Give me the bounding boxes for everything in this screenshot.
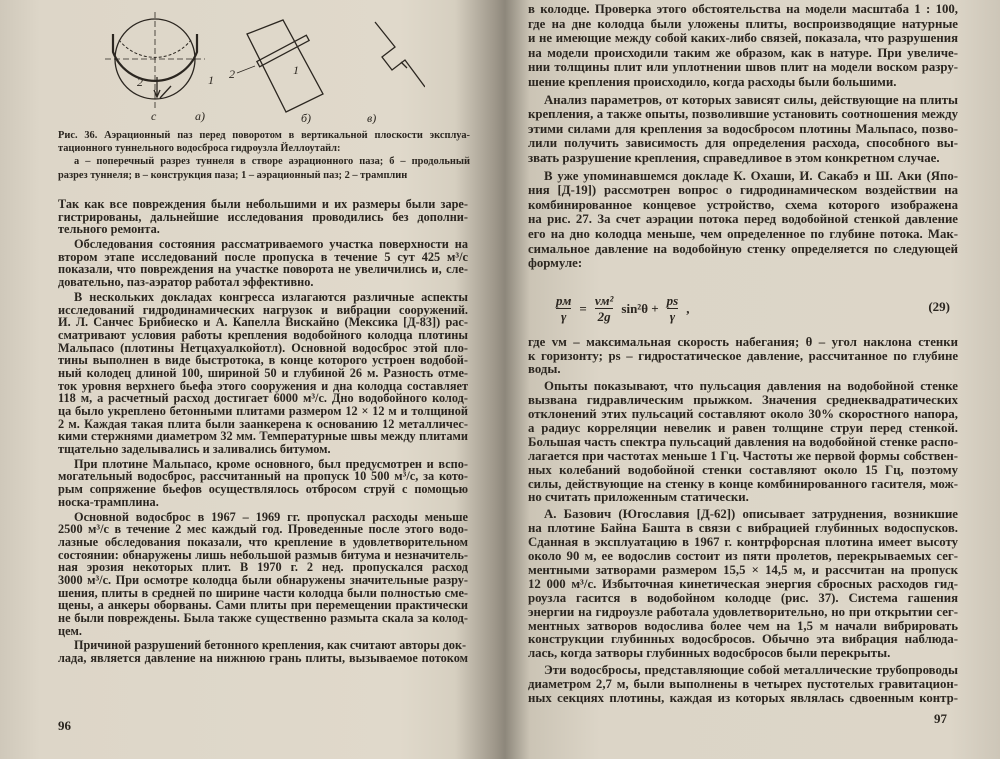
paragraph <box>528 336 958 378</box>
caption-text: а – поперечный разрез туннеля в створе аэрационного паза; б – продольный <box>74 156 470 168</box>
formula-lhs-num: pм <box>556 293 572 309</box>
text-line-content: тщательно заделывались и заливались битумом. <box>58 442 331 457</box>
text-line <box>528 136 958 151</box>
text-line <box>528 198 958 213</box>
text-line <box>528 450 958 464</box>
text-line <box>528 592 958 606</box>
formula-t1-den: 2g <box>597 309 611 325</box>
formula-t2-num: ps <box>666 293 679 309</box>
text-line-content: Большая часть спектра пульсаций давления на водобойной стенке распо- <box>528 434 958 449</box>
text-line <box>528 436 958 450</box>
text-line-content: гистрированы, дальнейшие исследования проводились без дополни- <box>58 209 468 224</box>
text-line-content: исследований гидродинамических нагрузок и вибрации сооружений. <box>58 302 468 317</box>
text-line <box>528 578 958 592</box>
text-line-content: лили получить зависимость для определения расхода, способного вы- <box>528 136 958 151</box>
caption-line <box>58 155 470 168</box>
text-line-content: 118 м, а расчетный расход достигает 6000 м³/с. Дно водобойного колод- <box>58 391 468 406</box>
text-line-content: щены, а анкеры оборваны. Сами плиты при перемещении практически <box>58 598 468 613</box>
text-line-content: к горизонту; ps – гидростатическое давление, рассчитанное по глубине <box>528 348 958 363</box>
paragraph <box>528 93 958 166</box>
formula-t2-den: γ <box>669 309 676 325</box>
paragraph <box>528 508 958 661</box>
text-line <box>58 639 468 652</box>
text-line-content: 3000 м³/с. При осмотре колодца были обнаружены значительные разру- <box>58 572 468 587</box>
right-text-before-formula <box>528 2 958 271</box>
text-line-content: лась, когда затворы глубинных водосбросов были перекрыты. <box>528 646 891 661</box>
text-line-content: Так как все повреждения были небольшими и их размеры были заре- <box>58 197 468 211</box>
caption-text: тационного туннельного водосброса гидроузла Йеллоутайл: <box>58 143 341 155</box>
text-line <box>528 212 958 227</box>
text-line-content: могательный водосброс, рассчитанный на пропуск 10 500 м³/с, за кото- <box>58 469 468 484</box>
text-line-content: где на дне колодца были уложены плиты, воспроизводящие натурные <box>528 16 958 31</box>
text-line-content: нии толщины плит или уплотнении швов плит на модели воском разру- <box>528 60 958 75</box>
text-line <box>528 408 958 422</box>
text-line-content: крепления, а также опыты, позволившие установить соотношения между <box>528 107 958 122</box>
text-line-content: тельного ремонта. <box>58 222 160 237</box>
text-line-content: шение крепления происходило, когда расходы были большими. <box>528 74 897 89</box>
text-line <box>528 242 958 257</box>
text-line <box>528 151 958 166</box>
caption-text: Рис. 36. Аэрационный паз перед поворотом в вертикальной плоскости эксплуа- <box>58 130 470 141</box>
text-line <box>528 550 958 564</box>
text-line <box>528 464 958 478</box>
text-line-content: Основной водосброс в 1967 – 1969 гг. пропускал расходы меньше <box>74 509 468 524</box>
text-line <box>528 183 958 198</box>
caption-line <box>58 142 470 155</box>
text-line-content: ментными затворами размером 15,5 × 14,5 м, и рассчитан на пропуск <box>528 562 958 577</box>
figure-label-2a: 2 <box>137 75 143 89</box>
formula-lhs-den: γ <box>560 309 567 325</box>
text-line-content: в колодце. Проверка этого обстоятельства на модели масштаба 1 : 100, <box>528 2 958 16</box>
paragraph <box>58 511 468 638</box>
text-line <box>528 564 958 578</box>
figure-label-1b: 1 <box>293 63 299 77</box>
text-line-content: Сданная в эксплуатацию в 1967 г. контрфорсная плотина имеет высоту <box>528 535 958 550</box>
text-line-content: формуле: <box>528 256 583 271</box>
text-line-content: носка-трамплина. <box>58 494 159 509</box>
paragraph <box>58 198 468 236</box>
text-line-content: энергии на гидроузле работала удовлетворительно, но при открытии сег- <box>528 604 958 619</box>
paragraph <box>528 380 958 505</box>
text-line <box>528 75 958 90</box>
figure-drawing <box>105 12 425 124</box>
text-line <box>528 122 958 137</box>
text-line-content: ная эрозия некоторых плит. В 1970 г. 2 нед. пропускался расход <box>58 560 468 575</box>
text-line <box>58 652 468 665</box>
text-line <box>528 606 958 620</box>
text-line-content: симальное давление на водобойную стенку определяется по следующей <box>528 241 958 256</box>
formula-term1 <box>595 293 614 324</box>
figure-label-1a: 1 <box>208 73 214 87</box>
text-line-content: лада, является давление на нижнюю грань плиты, вызываемое потоком <box>58 651 468 666</box>
text-line <box>528 350 958 364</box>
paragraph <box>528 664 958 706</box>
text-line <box>528 508 958 522</box>
text-line <box>528 664 958 678</box>
text-line-content: но считать приложенным статически. <box>528 490 749 505</box>
text-line-content: не были повреждены. Была также существенно размыта скала за колод- <box>58 611 468 625</box>
text-line <box>528 227 958 242</box>
caption-line <box>58 129 470 142</box>
text-line <box>58 496 468 509</box>
text-line-content: около 90 м, ее водослив состоит из пяти пролетов, перекрываемых сег- <box>528 549 958 564</box>
text-line-content: показали, что повреждения на участке поворота не увеличились и, сле- <box>58 262 468 277</box>
text-line-content: И. Л. Санчес Брибиеско и А. Капелла Вискайно (Мексика [Д-83]) рас- <box>58 315 468 330</box>
text-line-content: отклонений этих пульсаций составляют около 30% скоростного напора, <box>528 407 958 422</box>
text-line-content: а радиус корреляции невелик и равен толщине струи перед стенкой. <box>528 421 958 436</box>
text-line <box>528 93 958 108</box>
text-line <box>528 17 958 32</box>
text-line-content: довательно, паз-аэратор работал эффективно. <box>58 275 314 290</box>
text-line-content: на плотине Байна Башта в связи с вибрацией глубинных водоспусков. <box>528 521 958 536</box>
text-line-content: 2500 м³/с в течение 2 мес каждый год. Проведенные после этого водо- <box>58 522 468 537</box>
text-line-content: втором этапе исследований после пропуска в течение 5 сут 425 м³/с <box>58 249 468 264</box>
formula-number: (29) <box>928 298 950 314</box>
text-line-content: А. Базович (Югославия [Д-62]) описывает затруднения, возникшие <box>544 507 958 522</box>
text-line <box>528 107 958 122</box>
text-line-content: лагается при частотах меньше 1 Гц. Частоты же первой формы собствен- <box>528 448 958 463</box>
text-line-content: воды. <box>528 362 561 377</box>
figure-36-aeration-slot <box>105 12 425 124</box>
text-line-content: 2 м. Каждая такая плита были заанкерена к основанию 12 металличес- <box>58 416 468 431</box>
text-line <box>528 256 958 271</box>
text-line <box>528 60 958 75</box>
text-line <box>528 169 958 184</box>
text-line <box>528 336 958 350</box>
text-line <box>528 522 958 536</box>
text-line <box>528 692 958 706</box>
text-line <box>58 223 468 236</box>
text-line-content: кими стержнями диаметром 32 мм. Температурные швы между плитами <box>58 429 468 444</box>
text-line-content: этими силами для крепления за водосбросом плотины Мальпасо, позво- <box>528 121 958 136</box>
paragraph <box>58 639 468 664</box>
text-line-content: где vм – максимальная скорость набегания; θ – угол наклона стенки <box>528 334 958 349</box>
text-line-content: цем. <box>58 623 82 638</box>
text-line-content: ток уровня верхнего бьефа этого сооружения и дна колодца составляет <box>58 378 468 393</box>
text-line-content: его на дно колодца меньше, чем определенное по глубине потока. Мак- <box>528 226 958 241</box>
text-line <box>528 478 958 492</box>
figure-label-c: с <box>151 109 157 123</box>
text-line <box>58 612 468 625</box>
page-number-right: 97 <box>934 711 947 726</box>
text-line-content: звать разрушение крепления, справедливое в этом конкретном случае. <box>528 150 940 165</box>
text-line-content: тины выполнен в виде быстротока, в конце которого устроен водобой- <box>58 353 468 368</box>
text-line-content: Эти водосбросы, представляющие собой металлические трубопроводы <box>544 663 958 678</box>
text-line-content: Мальпасо (плотины Нетцахуалкойотл). Основной водосброс этой пло- <box>58 340 468 355</box>
text-line <box>528 394 958 408</box>
text-line-content: ментных затворов водослива более чем на 1,5 м начали вибрировать <box>528 618 958 633</box>
text-line-content: диаметром 2,7 м, были выполнены в четырех пустотелых гравитацион- <box>528 677 958 692</box>
text-line <box>528 647 958 661</box>
text-line-content: 12 000 м³/с. Избыточная кинетическая энергия сбросных расходов гид- <box>528 576 958 591</box>
page-number-left: 96 <box>58 718 71 733</box>
figure-label-v: в) <box>367 111 377 124</box>
formula-eq: = <box>579 300 587 316</box>
text-line-content: ных секциях плотины, каждая из которых являлась сдвоенным контр- <box>528 690 958 705</box>
text-line-content: шения, плиты в средней по ширине части колодца были полностью сме- <box>58 585 468 600</box>
figure-label-a: а) <box>195 109 205 123</box>
formula-t1-num: vм² <box>594 293 614 309</box>
formula-lhs <box>556 293 571 324</box>
text-line-content: состоянии: обнаружены лишь небольшой размыв битума и незначитель- <box>58 547 468 562</box>
text-line-content: сматривают условия работы крепления водобойного колодца плотины <box>58 327 468 342</box>
text-line-content: лазные обследования показали, что крепление в удовлетворительном <box>58 534 468 549</box>
text-line-content: на модели происходили таким же образом, как в натуре. При увеличе- <box>528 45 958 60</box>
formula-comma: , <box>686 300 690 316</box>
text-line <box>528 536 958 550</box>
paragraph <box>528 2 958 90</box>
text-line-content: При плотине Мальпасо, кроме основного, был предусмотрен и вспо- <box>74 456 468 471</box>
caption-text: разрез туннеля; в – конструкция паза; 1 – аэрационный паз; 2 – трамплин <box>58 169 408 181</box>
text-line <box>528 633 958 647</box>
paragraph <box>58 458 468 509</box>
text-line-content: ных колебаний водобойной стенки составляют около 15 Гц, поэтому <box>528 462 958 477</box>
text-line <box>58 276 468 289</box>
right-page-text <box>528 2 958 709</box>
text-line <box>528 46 958 61</box>
text-line <box>58 625 468 638</box>
paragraph <box>528 169 958 271</box>
right-text-after-formula <box>528 336 958 706</box>
text-line-content: ный колодец длиной 100, шириной 50 и глубиной 26 м. Разность отме- <box>58 365 468 380</box>
text-line-content: В уже упоминавшемся докладе К. Охаши, И. Сакабэ и Ш. Аки (Япо- <box>544 168 958 183</box>
text-line-content: и не имеющие между собой каких-либо связей, показала, что разрушения <box>528 31 958 46</box>
paragraph <box>58 238 468 289</box>
text-line <box>528 491 958 505</box>
left-page-text <box>58 198 468 667</box>
text-line <box>528 620 958 634</box>
text-line <box>528 2 958 17</box>
text-line-content: силы, действующие на стенку в конце комбинированного гасителя, мож- <box>528 476 958 491</box>
paragraph <box>58 291 468 456</box>
text-line-content: роузла гасится в водобойном колодце (рис. 37). Система гашения <box>528 590 958 605</box>
text-line-content: рым сопряжение бьефов осуществлялось отбросом струй с помощью <box>58 482 468 497</box>
text-line-content: конструкции глубинных водосбросов. Обычно эта вибрация наблюда- <box>528 632 958 647</box>
formula-29 <box>528 287 958 331</box>
text-line <box>528 678 958 692</box>
text-line <box>528 363 958 377</box>
text-line-content: Обследования состояния рассматриваемого участка поверхности на <box>74 237 468 252</box>
text-line-content: на рис. 27. За счет аэрации потока перед водобойной стенкой давление <box>528 212 958 227</box>
text-line-content: Причиной разрушений бетонного крепления, как считают авторы док- <box>74 638 467 653</box>
text-line-content: В нескольких докладах конгресса излагаются различные аспекты <box>74 289 468 304</box>
text-line <box>528 422 958 436</box>
text-line-content: вызвана гидравлическим прыжком. Значения среднеквадратических <box>528 393 958 408</box>
figure-label-2b: 2 <box>229 67 235 81</box>
caption-line <box>58 169 470 182</box>
text-line-content: комбинированное концевое устройство, схема которого изображена <box>528 197 958 212</box>
formula-term2 <box>667 293 679 324</box>
text-line <box>528 380 958 394</box>
text-line-content: Опыты показывают, что пульсация давления на водобойной стенке <box>544 379 958 394</box>
figure-label-b: б) <box>301 111 312 124</box>
formula-sin: sin²θ + <box>621 300 659 316</box>
figure-caption <box>58 129 470 182</box>
text-line <box>58 443 468 456</box>
text-line-content: Анализ параметров, от которых зависят силы, действующие на плиты <box>544 92 958 107</box>
text-line-content: ца было укреплено бетонными плитами размером 12 × 12 м и толщиной <box>58 404 468 418</box>
text-line-content: ния [Д-19]) рассмотрен вопрос о гидродинамическом воздействии на <box>528 183 958 198</box>
text-line <box>528 31 958 46</box>
